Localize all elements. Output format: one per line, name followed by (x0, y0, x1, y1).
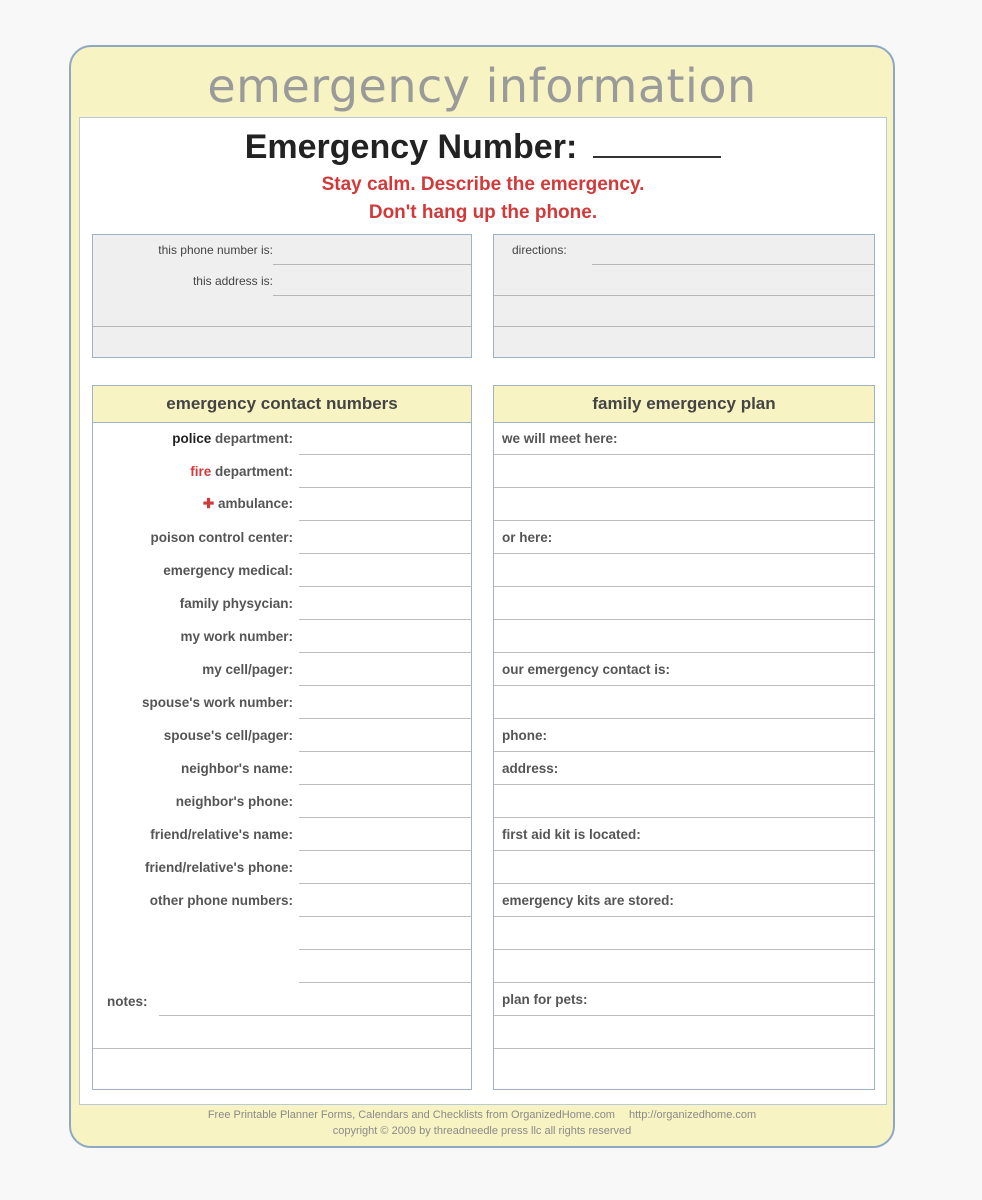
form-body (79, 117, 887, 1105)
contact-label: neighbor's name: (181, 761, 293, 776)
directions-line-2[interactable] (494, 295, 874, 296)
meet-here-label: we will meet here: (502, 431, 618, 446)
instruction-line-1: Stay calm. Describe the emergency. (321, 174, 645, 195)
plan-row[interactable] (494, 917, 874, 950)
contact-row (93, 587, 471, 620)
plan-row[interactable] (494, 884, 874, 917)
phone-number-line[interactable] (273, 264, 471, 265)
emergency-contacts-header: emergency contact numbers (93, 386, 471, 423)
plan-row[interactable] (494, 719, 874, 752)
notes-label: notes: (107, 994, 148, 1009)
plan-address-label: address: (502, 761, 559, 776)
plan-row[interactable] (494, 983, 874, 1016)
police-suffix: department: (211, 431, 293, 446)
contact-label: neighbor's phone: (175, 794, 293, 809)
plan-row[interactable] (494, 455, 874, 488)
contact-row-fire (93, 455, 471, 488)
plan-row[interactable] (494, 752, 874, 785)
contact-row (93, 554, 471, 587)
address-line-1[interactable] (273, 295, 471, 296)
page-title: emergency information (207, 59, 757, 113)
footer-text: Free Printable Planner Forms, Calendars and Checklists from OrganizedHome.com (207, 1109, 615, 1121)
contact-row (93, 785, 471, 818)
contact-label: emergency medical: (163, 563, 293, 578)
contact-row (93, 851, 471, 884)
footer-line-1 (71, 1109, 893, 1121)
phone-number-label: this phone number is: (158, 243, 273, 257)
plan-row[interactable] (494, 851, 874, 884)
notes-line[interactable] (93, 1048, 471, 1049)
notes-row (93, 1016, 471, 1049)
family-plan-header: family emergency plan (494, 386, 874, 423)
plan-row[interactable] (494, 587, 874, 620)
or-here-label: or here: (502, 530, 553, 545)
first-aid-label: first aid kit is located: (502, 827, 641, 842)
fire-prefix: fire (190, 464, 212, 479)
contact-label: friend/relative's name: (150, 827, 293, 842)
address-label: this address is: (192, 274, 273, 288)
plan-row[interactable] (494, 950, 874, 983)
contact-row (93, 719, 471, 752)
red-cross-icon: ✚ (202, 496, 215, 511)
contact-label: my cell/pager: (202, 662, 293, 677)
contact-label: friend/relative's phone: (145, 860, 293, 875)
contact-label: poison control center: (150, 530, 293, 545)
plan-row[interactable] (494, 554, 874, 587)
emergency-number-heading (80, 128, 886, 167)
emergency-number-blank[interactable] (593, 132, 721, 158)
footer-line-2: copyright © 2009 by threadneedle press llc all rights reserved (332, 1125, 632, 1137)
contact-row (93, 620, 471, 653)
contact-label: other phone numbers: (149, 893, 293, 908)
footer-link[interactable]: http://organizedhome.com (628, 1109, 757, 1121)
plan-row[interactable] (494, 488, 874, 521)
contact-row (93, 884, 471, 917)
contact-row (93, 686, 471, 719)
address-line-2[interactable] (93, 326, 471, 327)
plan-row[interactable] (494, 1016, 874, 1049)
emergency-contacts-section (92, 385, 472, 1090)
emergency-contact-label: our emergency contact is: (502, 662, 671, 677)
police-prefix: police (172, 431, 212, 446)
emergency-kits-label: emergency kits are stored: (502, 893, 674, 908)
contact-row-extra (93, 917, 471, 950)
plan-row[interactable] (494, 422, 874, 455)
form-frame (69, 45, 895, 1148)
contact-row (93, 818, 471, 851)
notes-row (93, 983, 471, 1016)
contact-label: spouse's cell/pager: (163, 728, 293, 743)
contact-label: family physycian: (179, 596, 293, 611)
contact-row (93, 521, 471, 554)
contact-row (93, 752, 471, 785)
pets-plan-label: plan for pets: (502, 992, 588, 1007)
contact-label: spouse's work number: (142, 695, 293, 710)
contact-row-police (93, 422, 471, 455)
plan-row[interactable] (494, 620, 874, 653)
contact-row (93, 653, 471, 686)
plan-phone-label: phone: (502, 728, 547, 743)
plan-row[interactable] (494, 686, 874, 719)
contact-label: my work number: (180, 629, 293, 644)
police-label (172, 431, 293, 446)
plan-row[interactable] (494, 818, 874, 851)
fire-suffix: department: (211, 464, 293, 479)
plan-row[interactable] (494, 653, 874, 686)
directions-line-3[interactable] (494, 326, 874, 327)
location-info-box (92, 234, 472, 358)
ambulance-suffix: ambulance: (214, 496, 293, 511)
directions-box (493, 234, 875, 358)
ambulance-label (203, 496, 293, 512)
directions-label: directions: (512, 243, 567, 257)
emergency-number-label: Emergency Number: (244, 128, 578, 166)
plan-row[interactable] (494, 785, 874, 818)
contact-row-ambulance (93, 488, 471, 521)
contact-row-extra (93, 950, 471, 983)
instruction-line-2: Don't hang up the phone. (368, 202, 598, 223)
plan-row[interactable] (494, 521, 874, 554)
fire-label (190, 464, 293, 479)
directions-line-1[interactable] (592, 264, 874, 265)
family-plan-section (493, 385, 875, 1090)
